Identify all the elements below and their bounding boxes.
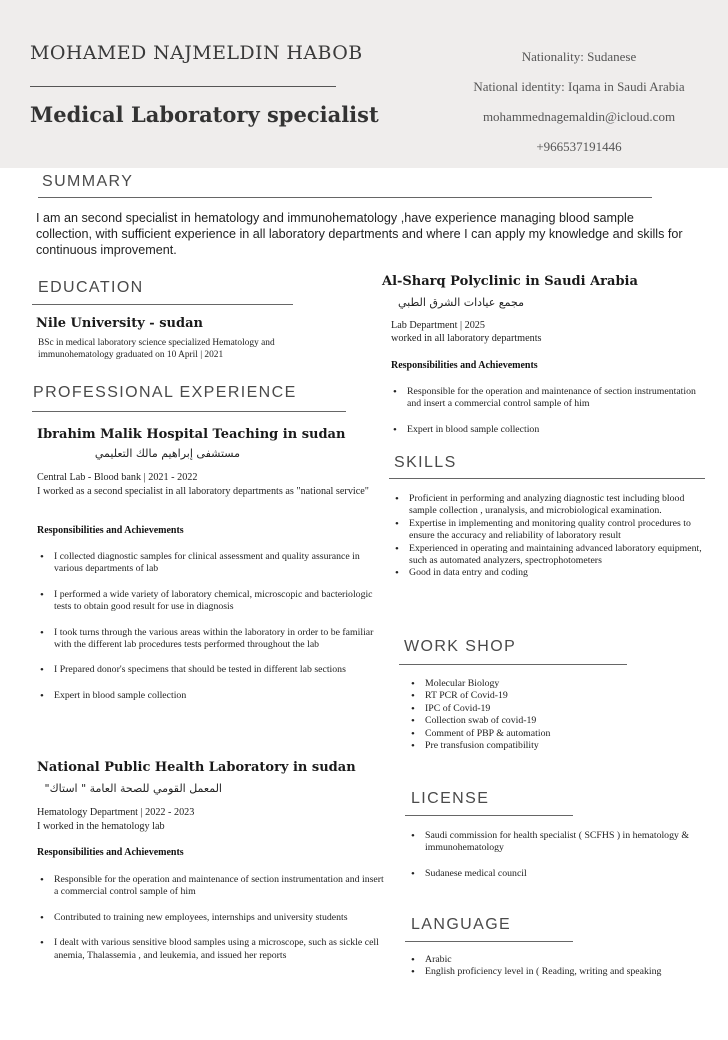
job-responsibilities [391, 386, 709, 449]
job-org-arabic: مستشفى إبراهيم مالك التعليمي [94, 447, 240, 460]
skills-list [393, 493, 711, 580]
nationality: Nationality: Sudanese [521, 49, 637, 64]
job-org-arabic: المعمل القومي للصحة العامة " استاك" [44, 782, 222, 795]
language-heading: LANGUAGE [411, 916, 512, 933]
candidate-name: MOHAMED NAJMELDIN HABOB [30, 42, 363, 64]
list-item: • Comment of PBP & automation [409, 728, 709, 740]
email: mohammednagemaldin@icloud.com [482, 109, 676, 124]
list-item: • Good in data entry and coding [393, 567, 711, 579]
responsibilities-heading: Responsibilities and Achievements [37, 847, 184, 858]
list-item: • Collection swab of covid-19 [409, 715, 709, 727]
workshop-divider [399, 664, 627, 665]
list-item: • Expert in blood sample collection [38, 690, 386, 702]
list-item: • I took turns through the various areas within the laboratory in order to be familiar with the different lab procedures tests performed throughout the lab [38, 627, 386, 652]
job-description: worked in all laboratory departments [391, 333, 542, 344]
language-divider [405, 941, 573, 942]
national-identity: National identity: Iqama in Saudi Arabia [473, 79, 685, 94]
workshop-list [409, 678, 709, 752]
language-list [409, 954, 715, 979]
skills-heading: SKILLS [394, 454, 457, 471]
list-item: • Arabic [409, 954, 715, 966]
list-item: • Saudi commission for health specialist ( SCFHS ) in hematology & immunohematology [409, 830, 705, 855]
education-heading: EDUCATION [38, 279, 144, 296]
list-item: • Responsible for the operation and maintenance of section instrumentation and insert a commercial control sample of him [38, 874, 390, 899]
license-heading: LICENSE [411, 790, 490, 807]
job-description: I worked in the hematology lab [37, 821, 165, 832]
job-responsibilities [38, 874, 390, 975]
job-org: Al-Sharq Polyclinic in Saudi Arabia [382, 274, 638, 289]
skills-divider [389, 478, 705, 479]
list-item: • Sudanese medical council [409, 868, 705, 880]
job-org-arabic: مجمع عيادات الشرق الطبي [398, 296, 524, 309]
license-list [409, 830, 705, 893]
experience-heading: PROFESSIONAL EXPERIENCE [33, 384, 297, 401]
summary-divider [38, 197, 652, 198]
list-item: • I dealt with various sensitive blood samples using a microscope, such as sickle cell anemia, Thalassemia , and leukemia, and issued her reports [38, 937, 390, 962]
list-item: • Contributed to training new employees, internships and university students [38, 912, 390, 924]
education-school: Nile University - sudan [36, 316, 203, 331]
list-item: • RT PCR of Covid-19 [409, 690, 709, 702]
job-org: National Public Health Laboratory in sudan [37, 760, 356, 775]
list-item: • IPC of Covid-19 [409, 703, 709, 715]
list-item: • Experienced in operating and maintaining advanced laboratory equipment, such as automated analyzers, spectrophotometers [393, 543, 711, 568]
job-title: Medical Laboratory specialist [30, 102, 379, 127]
summary-text: I am an second specialist in hematology and immunohematology ,have experience managing blood sample collection, with sufficient experience in all laboratory departments and where I can apply my knowledge and skills for continuous improvement. [36, 211, 683, 257]
list-item: • Molecular Biology [409, 678, 709, 690]
phone: +966537191446 [536, 139, 622, 154]
list-item: • Responsible for the operation and maintenance of section instrumentation and insert a commercial control sample of him [391, 386, 709, 411]
list-item: • Expert in blood sample collection [391, 424, 709, 436]
experience-divider [32, 411, 346, 412]
education-divider [32, 304, 293, 305]
responsibilities-heading: Responsibilities and Achievements [37, 525, 184, 536]
responsibilities-heading: Responsibilities and Achievements [391, 360, 538, 371]
education-details: BSc in medical laboratory science specialized Hematology and immunohematology graduated on 10 April | 2021 [38, 338, 275, 360]
list-item: • Expertise in implementing and monitoring quality control procedures to ensure the accuracy and reliability of laboratory result [393, 518, 711, 543]
job-org: Ibrahim Malik Hospital Teaching in sudan [37, 427, 346, 442]
job-department: Central Lab - Blood bank | 2021 - 2022 [37, 472, 198, 483]
list-item: • Proficient in performing and analyzing diagnostic test including blood sample collection , uranalysis, and microbiological examination. [393, 493, 711, 518]
job-department: Hematology Department | 2022 - 2023 [37, 807, 195, 818]
job-responsibilities [38, 551, 386, 715]
list-item: • I performed a wide variety of laboratory chemical, microscopic and bacteriologic tests to obtain good result for use in diagnosis [38, 589, 386, 614]
job-description: I worked as a second specialist in all laboratory departments as "national service" [37, 486, 369, 497]
license-divider [405, 815, 573, 816]
list-item: • Pre transfusion compatibility [409, 740, 709, 752]
list-item: • English proficiency level in ( Reading, writing and speaking [409, 966, 715, 978]
list-item: • I collected diagnostic samples for clinical assessment and quality assurance in various departments of lab [38, 551, 386, 576]
name-divider [30, 86, 336, 87]
list-item: • I Prepared donor's specimens that should be tested in different lab sections [38, 664, 386, 676]
summary-heading: SUMMARY [42, 173, 134, 190]
workshop-heading: WORK SHOP [404, 638, 517, 655]
job-department: Lab Department | 2025 [391, 320, 485, 331]
